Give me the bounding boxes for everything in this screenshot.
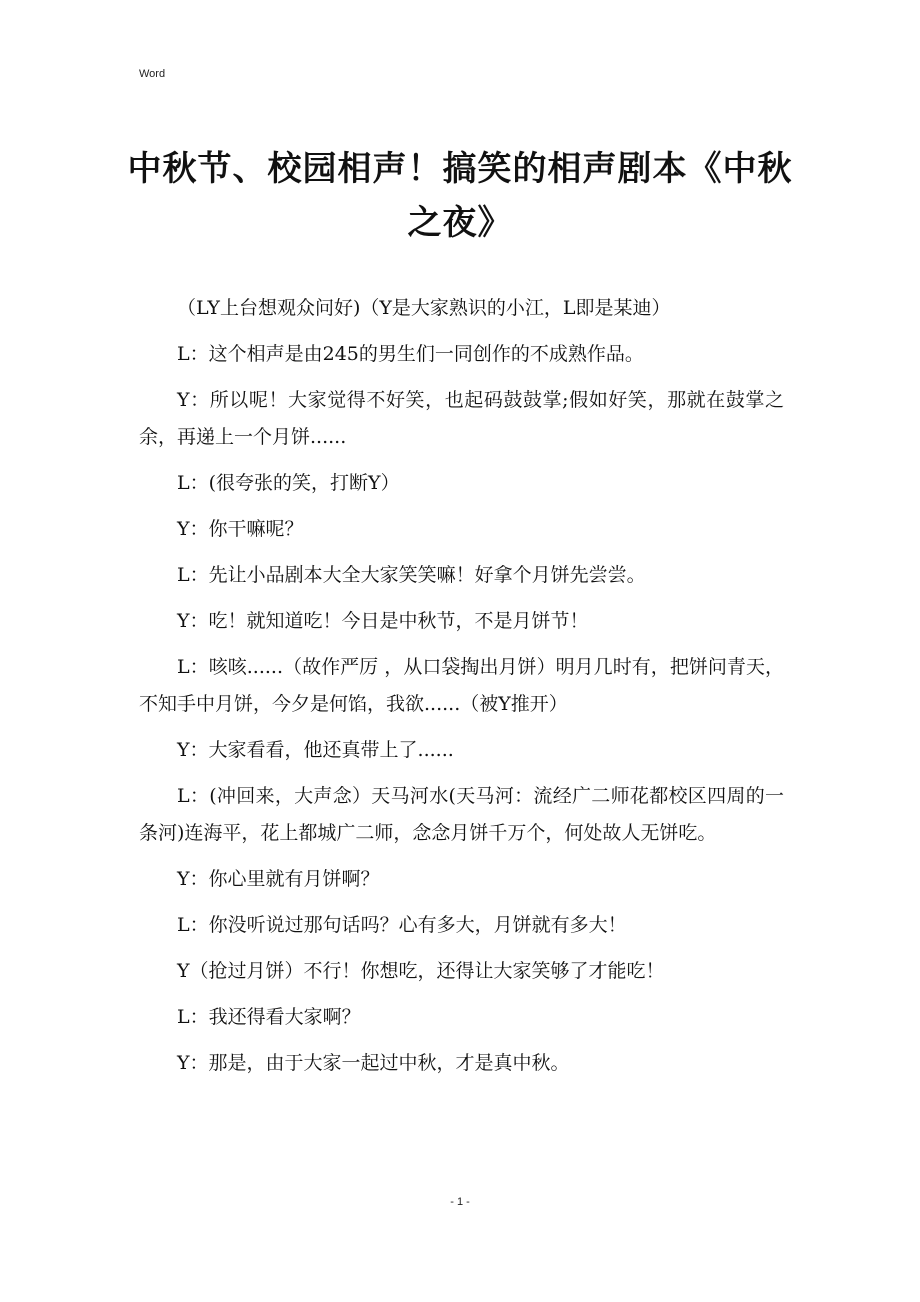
paragraph: Y（抢过月饼）不行！你想吃，还得让大家笑够了才能吃！: [177, 960, 665, 982]
paragraph: L：我还得看大家啊？: [177, 1006, 361, 1028]
paragraph: L：咳咳......（故作严厉 ，从口袋掏出月饼）明月几时有，把饼问青天，不知手中月饼，今夕是何馅，我欲......（被Y推开）: [139, 656, 784, 715]
document-title: 中秋节、校园相声！搞笑的相声剧本《中秋之夜》: [127, 149, 793, 243]
paragraph: Y：吃！就知道吃！今日是中秋节，不是月饼节！: [177, 610, 589, 632]
paragraph: L：先让小品剧本大全大家笑笑嘛！好拿个月饼先尝尝。: [177, 564, 646, 586]
paragraph: Y：你干嘛呢？: [177, 518, 304, 540]
paragraph: L：(很夸张的笑，打断Y）: [177, 472, 400, 494]
paragraph: L：(冲回来，大声念）天马河水(天马河：流经广二师花都校区四周的一条河)连海平，花上都城广二师，念念月饼千万个，何处故人无饼吃。: [139, 785, 784, 844]
paragraph: Y：所以呢！大家觉得不好笑，也起码鼓鼓掌;假如好笑，那就在鼓掌之余，再递上一个月饼......: [139, 389, 784, 448]
paragraph: Y：大家看看，他还真带上了......: [177, 739, 454, 761]
document-header-label: Word: [139, 68, 166, 80]
document-body: [139, 290, 784, 1091]
paragraph: L：你没听说过那句话吗？心有多大，月饼就有多大！: [177, 914, 627, 936]
paragraph: Y：那是，由于大家一起过中秋，才是真中秋。: [177, 1052, 570, 1074]
paragraph: （LY上台想观众问好)（Y是大家熟识的小江，L即是某迪）: [177, 297, 671, 319]
paragraph: L：这个相声是由245的男生们一同创作的不成熟作品。: [177, 343, 644, 365]
page-number: - 1 -: [450, 1196, 470, 1208]
paragraph: Y：你心里就有月饼啊？: [177, 868, 380, 890]
